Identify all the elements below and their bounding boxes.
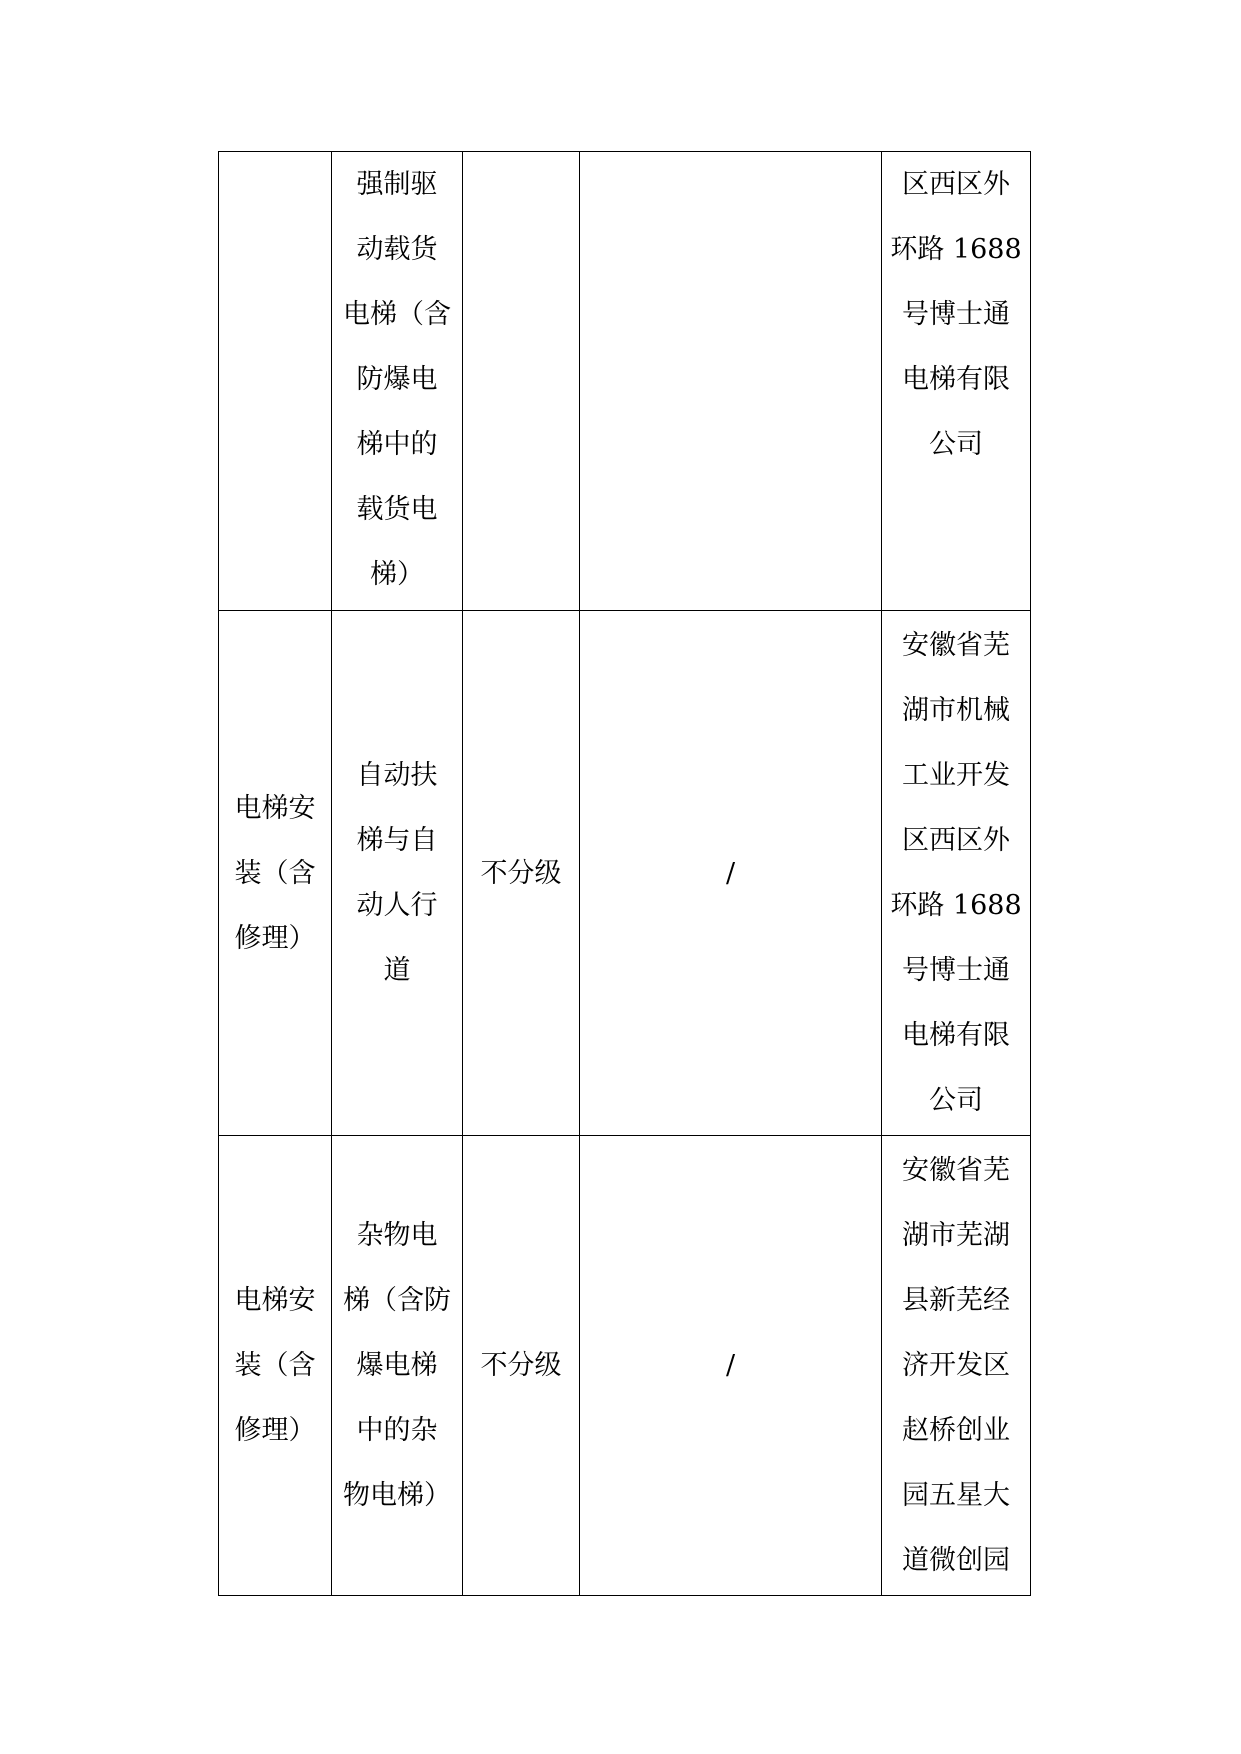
grade-cell: 不分级 [463,611,580,1136]
license-table [218,151,1031,1596]
table-row [219,611,1031,1136]
address-cell: 安徽省芜 湖市芜湖 县新芜经 济开发区 赵桥创业 园五星大 道微创园 [882,1136,1031,1596]
scope-cell [580,152,882,611]
device-type-cell: 杂物电 梯（含防 爆电梯 中的杂 物电梯） [332,1136,463,1596]
category-cell [219,152,332,611]
address-cell: 安徽省芜 湖市机械 工业开发 区西区外 环路 1688 号博士通 电梯有限 公司 [882,611,1031,1136]
device-type-cell: 自动扶 梯与自 动人行 道 [332,611,463,1136]
scope-cell: / [580,1136,882,1596]
category-cell: 电梯安 装（含 修理） [219,611,332,1136]
table-row [219,152,1031,611]
grade-cell [463,152,580,611]
address-cell: 区西区外 环路 1688 号博士通 电梯有限 公司 [882,152,1031,611]
device-type-cell: 强制驱 动载货 电梯（含 防爆电 梯中的 载货电 梯） [332,152,463,611]
scope-cell: / [580,611,882,1136]
table-row [219,1136,1031,1596]
grade-cell: 不分级 [463,1136,580,1596]
category-cell: 电梯安 装（含 修理） [219,1136,332,1596]
